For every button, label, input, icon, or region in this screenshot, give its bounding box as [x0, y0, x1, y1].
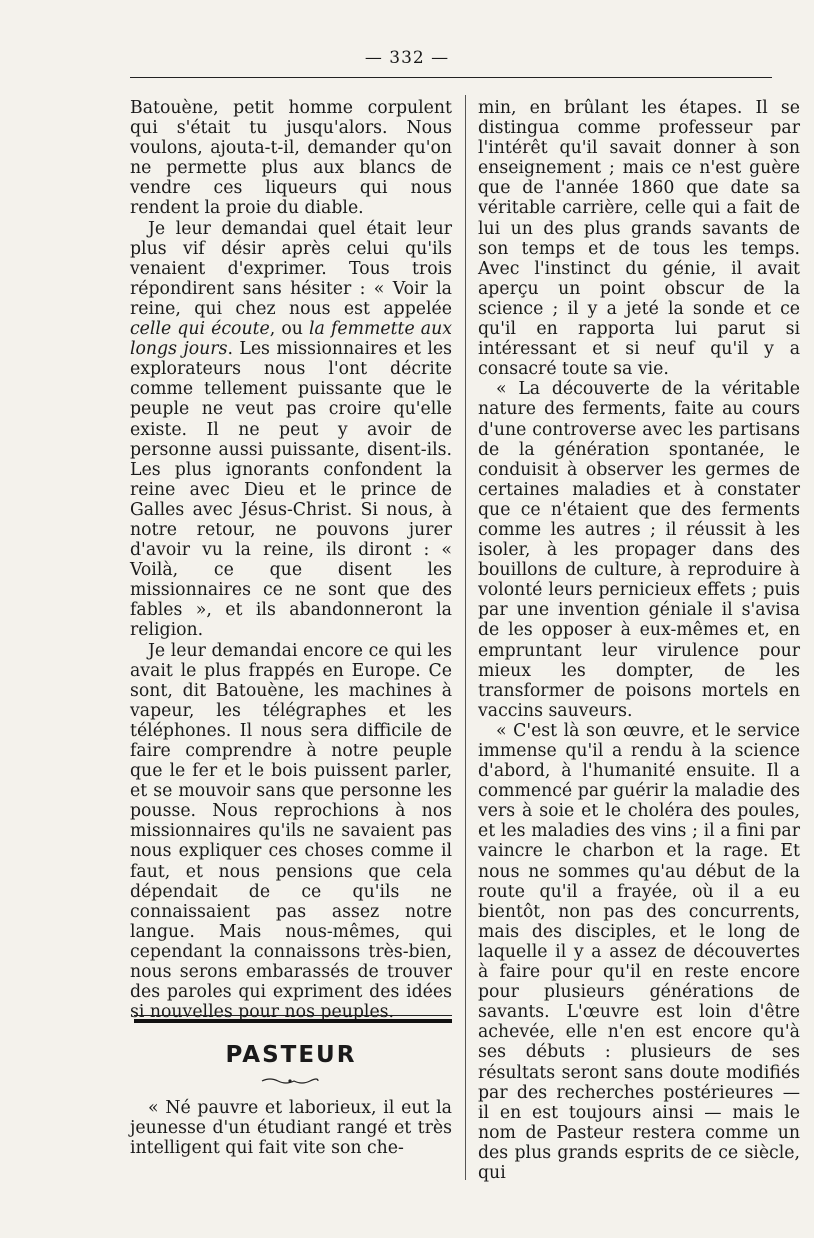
left-paragraph-2-mid: , ou	[269, 319, 310, 340]
italic-phrase-2: la femmette aux longs jours	[130, 319, 452, 360]
right-column	[478, 98, 800, 1183]
left-paragraph-2-end: . Les missionnaires et les explorateurs nous l'ont décrite comme tellement puissante que le peuple ne veut pas croire qu'elle existe. Il ne peut y avoir de personne aussi puissante, disent-ils. Les plus ignorants confondent la reine avec Dieu et le prince de Galles avec Jésus-Christ. Si nous, à notre retour, ne pouvons jurer d'avoir vu la reine, ils diront : « Voilà, ce que disent les missionnaires ce ne sont que des fables », et ils abandonneront la religion.	[130, 339, 452, 641]
header-rule	[130, 77, 772, 78]
left-paragraph-4: « Né pauvre et laborieux, il eut la jeunesse d'un étudiant rangé et très intelligent qui fait vite son che-	[130, 1098, 452, 1159]
right-paragraph-1: min, en brûlant les étapes. Il se distingua comme professeur par l'intérêt qu'il savait donner à son enseignement ; mais ce n'est guère que de l'année 1860 que date sa véritable carrière, celle qui a fait de lui un des plus grands savants de son temps et de tous les temps. Avec l'instinct du génie, il avait aperçu un point obscur de la science ; il y a jeté la sonde et ce qu'il en rapporta lui parut si intéressant et si neuf qu'il y a consacré toute sa vie.	[478, 98, 800, 380]
left-paragraph-2	[130, 219, 452, 641]
italic-phrase-1: celle qui écoute	[130, 319, 270, 340]
left-paragraph-3: Je leur demandai encore ce qui les avait le plus frappés en Europe. Ce sont, dit Batouène, les machines à vapeur, les télégraphes et les téléphones. Il nous sera difficile de faire comprendre à notre peuple que le fer et le bois puissent parler, et se mouvoir sans que personne les pousse. Nous reprochions à nos missionnaires qu'ils ne savaient pas nous expliquer ces choses comme il faut, et nous pensions que cela dépendait de ce qu'ils ne connaissaient pas assez notre langue. Mais nous-mêmes, qui cependant la connaissons très-bien, nous serons embarassés de trouver des paroles qui expriment des idées si nouvelles pour nos peuples.	[130, 640, 452, 1023]
section-rule	[134, 1015, 452, 1023]
page-number: — 332 —	[364, 48, 450, 68]
ornament-divider	[260, 1076, 320, 1086]
left-paragraph-1: Batouène, petit homme corpulent qui s'était tu jusqu'alors. Nous voulons, ajouta-t-il, demander qu'on ne permette plus aux blancs de vendre ces liqueurs qui nous rendent la proie du diable.	[130, 98, 452, 219]
left-column	[130, 98, 452, 1022]
column-divider	[465, 95, 466, 1180]
section-rule-thick	[134, 1019, 452, 1023]
right-paragraph-2: « La découverte de la véritable nature des ferments, faite au cours d'une controverse avec les partisans de la génération spontanée, le conduisit à observer les germes de certaines maladies et à constater que ce n'étaient que des ferments comme les autres ; il réussit à les isoler, à les propager dans des bouillons de culture, à reproduire à volonté leurs pernicieux effets ; puis par une invention géniale il s'avisa de les opposer à eux-mêmes et, en empruntant leur virulence pour mieux les dompter, de les transformer de poisons mortels en vaccins sauveurs.	[478, 379, 800, 721]
right-paragraph-3: « C'est là son œuvre, et le service immense qu'il a rendu à la science d'abord, à l'humanité ensuite. Il a commencé par guérir la maladie des vers à soie et le choléra des poules, et les maladies des vins ; il a fini par vaincre le charbon et la rage. Et nous ne sommes qu'au début de la route qu'il a frayée, où il a eu bientôt, non pas des concurrents, mais des disciples, et le long de laquelle il y a assez de découvertes à faire pour qu'il en reste encore pour plusieurs générations de savants. L'œuvre est loin d'être achevée, elle n'en est encore qu'à ses débuts : plusieurs de ses résultats seront sans doute modifiés par des recherches postérieures — il en est toujours ainsi — mais le nom de Pasteur restera comme un des plus grands esprits de ce siècle, qui	[478, 720, 800, 1183]
section-title: PASTEUR	[225, 1042, 357, 1068]
left-paragraph-2-start: Je leur demandai quel était leur plus vif désir après celui qu'ils venaient d'exprimer. Tous trois répondirent sans hésiter : « Voir la reine, qui chez nous est appelée	[130, 218, 452, 319]
left-column-bottom	[130, 1098, 452, 1158]
section-rule-thin	[134, 1015, 452, 1016]
